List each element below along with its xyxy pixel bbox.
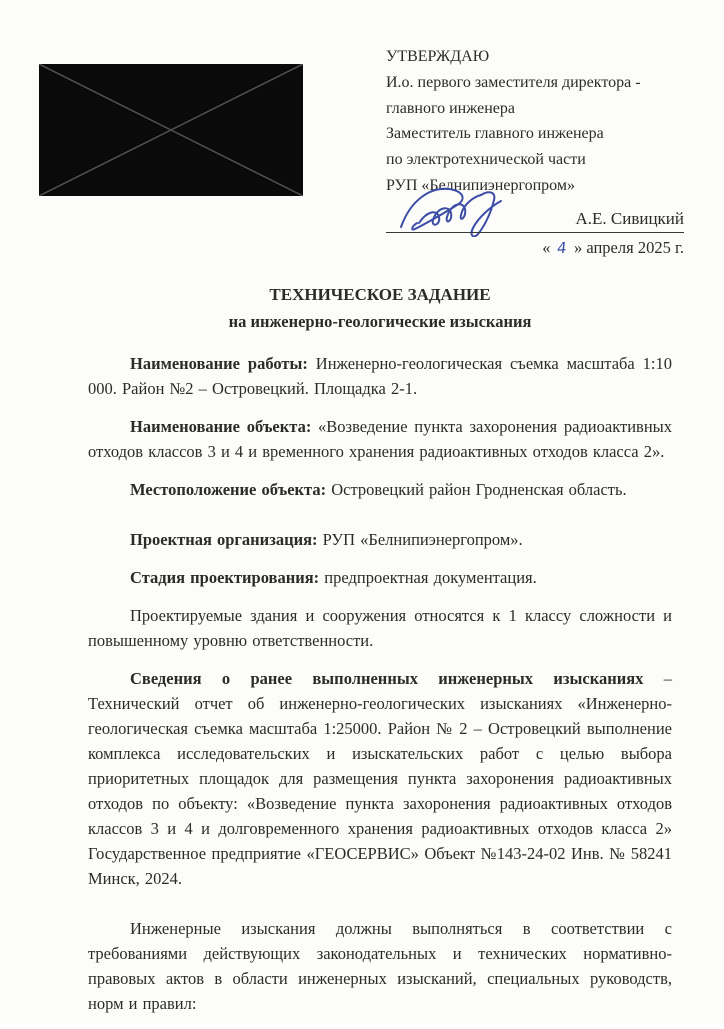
paragraph-label: Наименование объекта: xyxy=(130,417,312,436)
approval-line-position-2: главного инженера xyxy=(386,99,515,117)
approval-line-organization: РУП «Белнипиэнергопром» xyxy=(386,176,575,194)
paragraph-label: Проектная организация: xyxy=(130,530,318,549)
paragraph-text: – Технический отчет об инженерно-геологических изысканиях «Инженерно-геологическая съемка масштаба 1:25000. Район № 2 – Островецкий выполнение комплекса исследовательских и изыскательских работ с целью выбора приоритетных площадок для размещения пункта захоронения радиоактивных отходов по объекту: «Возведение пункта захоронения радиоактивных отходов классов 3 и 4 и долговременного хранения радиоактивных отходов класса 2» Государственное предприятие «ГЕОСЕРВИС» Объект №143-24-02 Инв. № 58241 Минск, 2024. xyxy=(88,669,672,888)
paragraph-work-name xyxy=(88,351,672,401)
handwritten-day: 4 xyxy=(556,238,568,258)
paragraph-design-stage xyxy=(88,565,672,590)
paragraph-text: РУП «Белнипиэнергопром». xyxy=(317,530,523,549)
approval-line-position-3: Заместитель главного инженера xyxy=(386,125,604,143)
paragraph-label: Стадия проектирования: xyxy=(130,568,320,587)
approval-line-utverzhdayu: УТВЕРЖДАЮ xyxy=(386,48,490,65)
approval-block xyxy=(386,44,686,199)
date-rest: » апреля 2025 г. xyxy=(574,238,684,257)
paragraph-text: Островецкий район Гродненская область. xyxy=(326,480,627,499)
paragraph-label: Местоположение объекта: xyxy=(130,480,327,499)
paragraph-design-organization xyxy=(88,527,672,552)
document-content xyxy=(88,281,672,1029)
paragraph-text: Инженерные изыскания должны выполняться в соответствии с требованиями действующих законодательных и технических нормативно-правовых актов в области инженерных изысканий, специальных руководств, норм и правил: xyxy=(88,919,672,1013)
document-title: ТЕХНИЧЕСКОЕ ЗАДАНИЕ xyxy=(269,285,491,304)
redaction-box xyxy=(39,64,303,196)
paragraph-text: Проектируемые здания и сооружения относятся к 1 классу сложности и повышенному уровню ответственности. xyxy=(88,606,672,650)
paragraph-previous-surveys xyxy=(88,666,672,891)
paragraph-label: Сведения о ранее выполненных инженерных изысканиях xyxy=(130,669,644,688)
document-subtitle: на инженерно-геологические изыскания xyxy=(228,312,532,331)
signature-line xyxy=(386,206,684,233)
date-open-quote: « xyxy=(542,238,551,257)
paragraph-complexity-class xyxy=(88,603,672,653)
approval-date xyxy=(386,236,684,260)
paragraph-text: «Возведение пункта захоронения радиоактивных отходов классов 3 и 4 и временного хранения радиоактивных отходов класса 2». xyxy=(88,417,672,461)
paragraph-text: предпроектная документация. xyxy=(319,568,537,587)
paragraph-text: Инженерно-геологическая съемка масштаба 1:10 000. Район №2 – Островецкий. Площадка 2-1. xyxy=(88,354,672,398)
signature-name: А.Е. Сивицкий xyxy=(575,209,684,228)
paragraph-object-location xyxy=(88,477,672,502)
paragraph-requirements xyxy=(88,916,672,1016)
approval-line-position-1: И.о. первого заместителя директора - xyxy=(386,73,641,91)
approval-line-position-4: по электротехнической части xyxy=(386,151,586,169)
paragraph-object-name xyxy=(88,414,672,464)
paragraph-label: Наименование работы: xyxy=(130,354,308,373)
